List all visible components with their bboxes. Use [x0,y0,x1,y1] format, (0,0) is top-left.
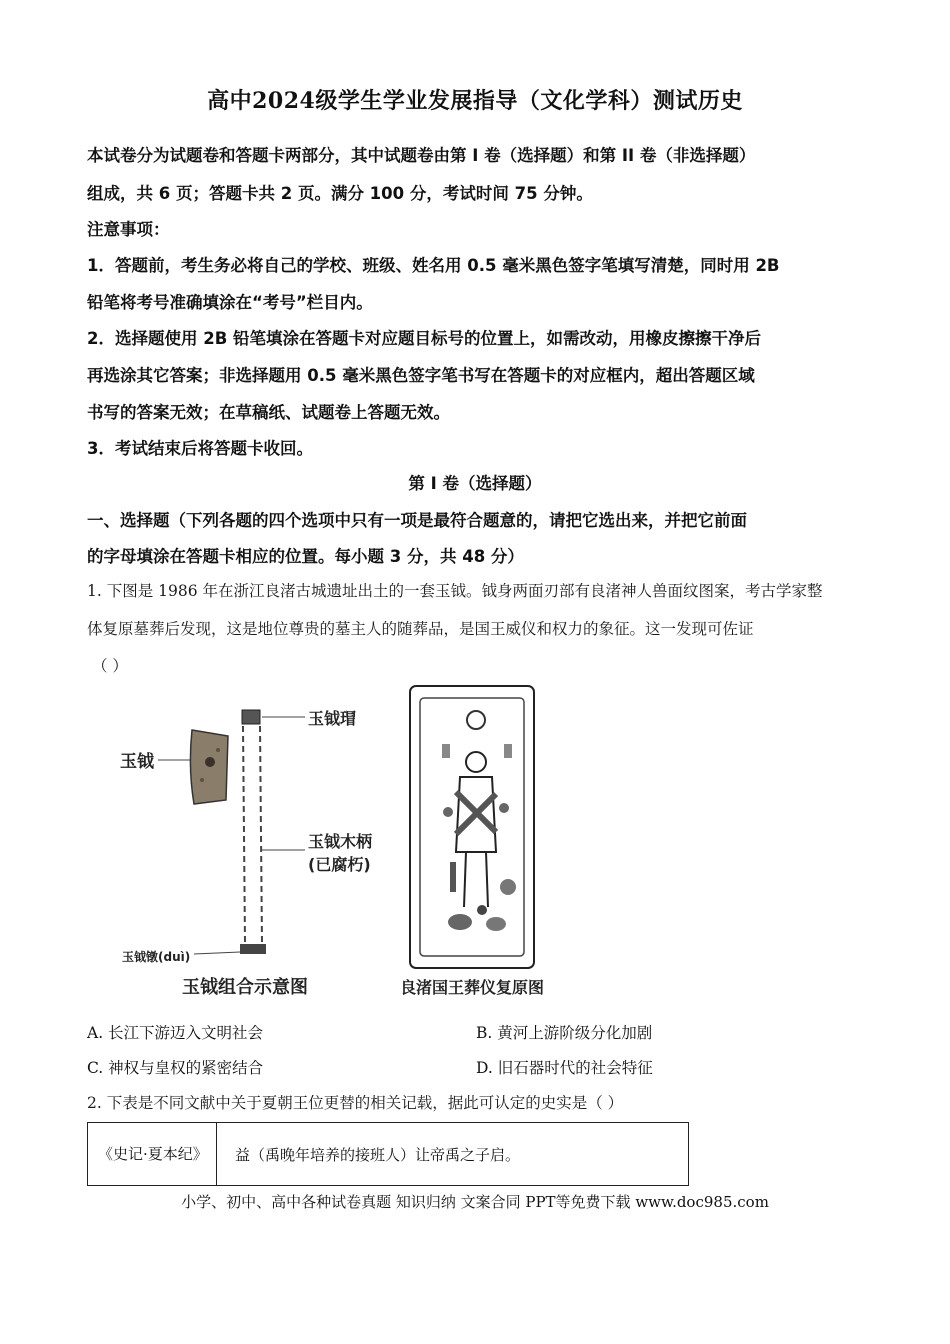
question-1-option-b[interactable]: B. 黄河上游阶级分化加剧 [476,1024,653,1042]
label-yuyue: 玉钺 [120,752,154,772]
question-1-option-c[interactable]: C. 神权与皇权的紧密结合 [87,1059,264,1077]
page-title: 高中2024级学生学业发展指导（文化学科）测试历史 [207,88,743,114]
note-1a: 1．答题前，考生务必将自己的学校、班级、姓名用 0.5 毫米黑色签字笔填写清楚，同时用 2B [87,256,780,275]
notes-heading: 注意事项： [87,220,170,239]
table-cell-source: 《史记·夏本纪》 [88,1123,217,1186]
note-2a: 2．选择题使用 2B 铅笔填涂在答题卡对应题目标号的位置上，如需改动，用橡皮擦擦干净后 [87,329,762,348]
note-1b: 铅笔将考号准确填涂在“考号”栏目内。 [87,293,373,312]
label-bing-2: (已腐朽) [308,855,371,874]
question-2-stem: 2. 下表是不同文献中关于夏朝王位更替的相关记载，据此可认定的史实是（ ） [87,1094,624,1112]
label-mao: 玉钺瑁 [308,709,357,728]
section-heading: 第 I 卷（选择题） [408,474,542,493]
question-1-option-a[interactable]: A. 长江下游迈入文明社会 [87,1024,264,1042]
caption-right: 良渚国王葬仪复原图 [400,978,545,997]
caption-left: 玉钺组合示意图 [182,977,308,998]
intro-line-1: 本试卷分为试题卷和答题卡两部分，其中试题卷由第 I 卷（选择题）和第 II 卷（非选择题） [87,146,756,165]
question-1-line-2: 体复原墓葬后发现，这是地位尊贵的墓主人的随葬品，是国王威仪和权力的象征。这一发现可佐证 [87,620,754,638]
question-1-option-d[interactable]: D. 旧石器时代的社会特征 [476,1059,653,1077]
note-3: 3．考试结束后将答题卡收回。 [87,439,313,458]
table-row [88,1123,689,1186]
page-footer: 小学、初中、高中各种试卷真题 知识归纳 文案合同 PPT等免费下载 www.doc985.com [181,1193,769,1211]
question-2-table [87,1122,689,1186]
label-bing-1: 玉钺木柄 [308,832,373,851]
note-2c: 书写的答案无效；在草稿纸、试题卷上答题无效。 [87,403,450,422]
section-instructions-2: 的字母填涂在答题卡相应的位置。每小题 3 分，共 48 分） [87,547,524,566]
note-2b: 再选涂其它答案；非选择题用 0.5 毫米黑色签字笔书写在答题卡的对应框内，超出答题区域 [87,366,755,385]
jade-axe-diagram [120,709,372,998]
question-1-line-1: 1. 下图是 1986 年在浙江良渚古城遗址出土的一套玉钺。钺身两面刃部有良渚神人兽面纹图案，考古学家整 [87,582,823,600]
burial-reconstruction-diagram [400,686,544,997]
question-1-answer-blank: （ ） [92,657,128,675]
label-dui: 玉钺镦(duì) [122,950,191,964]
question-1-figure [110,682,570,1004]
intro-line-2: 组成，共 6 页；答题卡共 2 页。满分 100 分，考试时间 75 分钟。 [87,184,593,203]
table-cell-text: 益（禹晚年培养的接班人）让帝禹之子启。 [217,1123,689,1186]
section-instructions-1: 一、选择题（下列各题的四个选项中只有一项是最符合题意的，请把它选出来，并把它前面 [87,511,747,530]
